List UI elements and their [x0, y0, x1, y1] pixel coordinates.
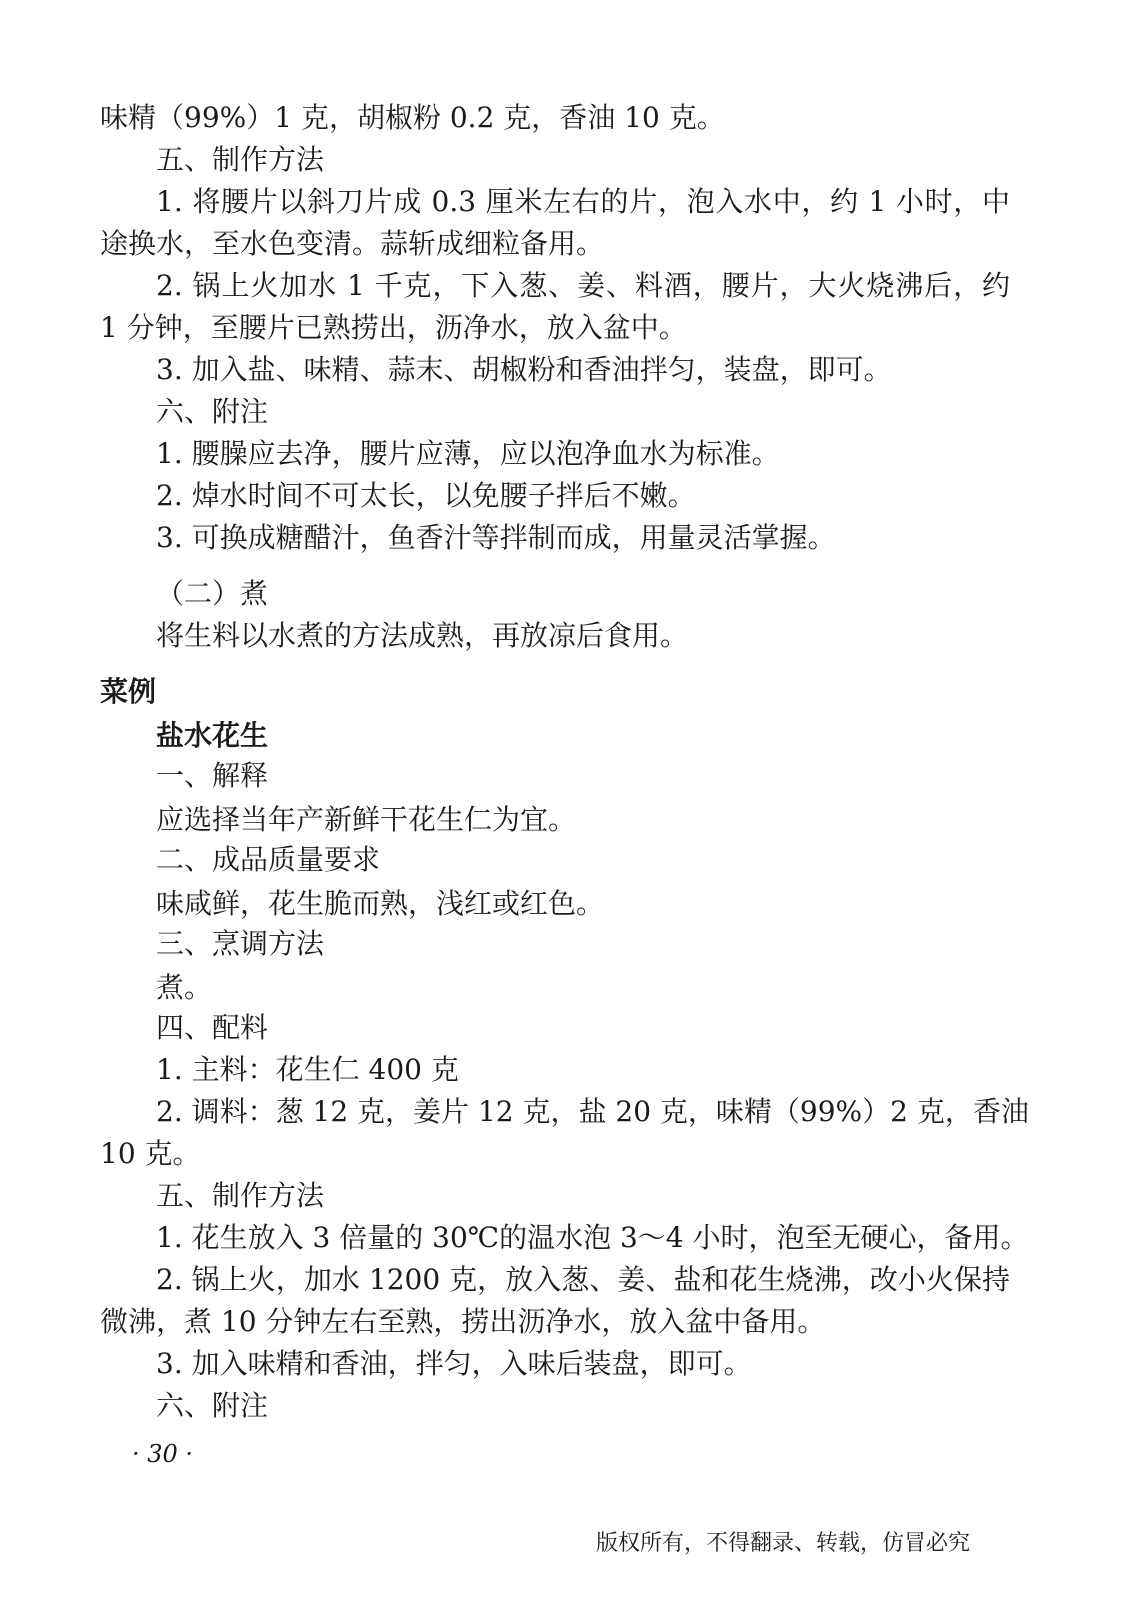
recipe-example-heading: 菜例: [100, 675, 157, 708]
text-line: 煮。: [156, 971, 213, 1004]
text-line: 2. 锅上火加水 1 千克，下入葱、姜、料酒，腰片，大火烧沸后，约: [156, 269, 1010, 302]
text-line: 2. 焯水时间不可太长，以免腰子拌后不嫩。: [156, 479, 696, 512]
text-line: 1. 主料：花生仁 400 克: [156, 1053, 459, 1086]
section-heading: 四、配料: [156, 1011, 269, 1044]
text-line: 1 分钟，至腰片已熟捞出，沥净水，放入盆中。: [100, 311, 687, 344]
text-line: 味精（99%）1 克，胡椒粉 0.2 克，香油 10 克。: [100, 101, 725, 134]
text-line: 应选择当年产新鲜干花生仁为宜。: [156, 803, 577, 836]
section-heading: 二、成品质量要求: [156, 843, 381, 876]
text-line: 1. 将腰片以斜刀片成 0.3 厘米左右的片，泡入水中，约 1 小时，中: [156, 185, 1010, 218]
text-line: 2. 调料：葱 12 克，姜片 12 克，盐 20 克，味精（99%）2 克，香油: [156, 1095, 1029, 1128]
text-line: 味咸鲜，花生脆而熟，浅红或红色。: [156, 887, 605, 920]
section-heading: 三、烹调方法: [156, 927, 325, 960]
text-line: 途换水，至水色变清。蒜斩成细粒备用。: [100, 227, 605, 260]
section-heading: 六、附注: [156, 395, 269, 428]
copyright-footer: 版权所有，不得翻录、转载，仿冒必究: [596, 1531, 971, 1556]
text-line: 微沸，煮 10 分钟左右至熟，捞出沥净水，放入盆中备用。: [100, 1305, 826, 1338]
section-heading: 五、制作方法: [156, 143, 325, 176]
text-line: 3. 加入味精和香油，拌匀，入味后装盘，即可。: [156, 1347, 752, 1380]
text-line: 3. 可换成糖醋汁，鱼香汁等拌制而成，用量灵活掌握。: [156, 521, 836, 554]
page-number: · 30 ·: [132, 1440, 194, 1468]
text-line: 2. 锅上火，加水 1200 克，放入葱、姜、盐和花生烧沸，改小火保持: [156, 1263, 1010, 1296]
text-line: 3. 加入盐、味精、蒜末、胡椒粉和香油拌匀，装盘，即可。: [156, 353, 892, 386]
section-heading: 五、制作方法: [156, 1179, 325, 1212]
text-line: 1. 腰臊应去净，腰片应薄，应以泡净血水为标准。: [156, 437, 780, 470]
text-line: 10 克。: [100, 1137, 201, 1170]
section-heading: 一、解释: [156, 759, 269, 792]
recipe-title: 盐水花生: [156, 719, 269, 752]
text-line: 将生料以水煮的方法成熟，再放凉后食用。: [156, 619, 689, 652]
text-line: 1. 花生放入 3 倍量的 30℃的温水泡 3～4 小时，泡至无硬心，备用。: [156, 1221, 1029, 1254]
subsection-heading: （二）煮: [156, 577, 269, 610]
section-heading: 六、附注: [156, 1389, 269, 1422]
